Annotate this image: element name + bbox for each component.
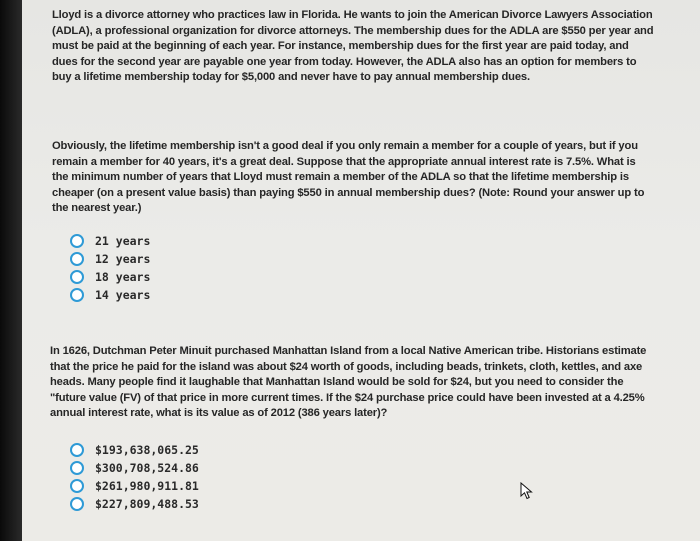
question1-options bbox=[70, 232, 150, 304]
text-line: buy a lifetime membership today for $5,000 and never have to pay annual membership dues. bbox=[52, 71, 530, 84]
radio-button[interactable] bbox=[70, 497, 84, 511]
text-line: that the price he paid for the island was about $24 worth of goods, including beads, trinkets, cloth, kettles, and axe bbox=[50, 360, 643, 373]
question2-paragraph bbox=[50, 344, 646, 422]
radio-button[interactable] bbox=[70, 461, 84, 475]
text-line: Lloyd is a divorce attorney who practices law in Florida. He wants to join the American Divorce Lawyers Association bbox=[52, 9, 653, 21]
option-label: 14 years bbox=[95, 288, 151, 302]
mouse-pointer-icon bbox=[520, 482, 534, 500]
option-label: $261,980,911.81 bbox=[95, 479, 199, 493]
text-line: In 1626, Dutchman Peter Minuit purchased Manhattan Island from a local Native American tribe. Historians estimate bbox=[50, 345, 647, 357]
radio-button[interactable] bbox=[70, 270, 84, 284]
option-label: 18 years bbox=[95, 270, 151, 284]
text-line: the nearest year.) bbox=[52, 202, 142, 215]
answer-option[interactable] bbox=[70, 459, 199, 477]
left-screen-edge bbox=[0, 0, 22, 541]
option-label: 12 years bbox=[95, 252, 151, 266]
question1-paragraph bbox=[52, 8, 653, 86]
radio-button[interactable] bbox=[70, 479, 84, 493]
answer-option[interactable] bbox=[70, 250, 150, 268]
text-line: Obviously, the lifetime membership isn't a good deal if you only remain a member for a couple of years, but if you bbox=[52, 140, 638, 152]
text-line: remain a member for 40 years, it's a great deal. Suppose that the appropriate annual interest rate is 7.5%. What is bbox=[52, 155, 636, 168]
text-line: "future value (FV) of that price in more current times. If the $24 purchase price could have been invested at a 4.25% bbox=[50, 391, 645, 404]
answer-option[interactable] bbox=[70, 232, 150, 250]
option-label: $193,638,065.25 bbox=[95, 443, 199, 457]
text-line: annual interest rate, what is its value as of 2012 (386 years later)? bbox=[50, 407, 388, 420]
radio-button[interactable] bbox=[70, 252, 84, 266]
question-panel bbox=[22, 0, 700, 541]
answer-option[interactable] bbox=[70, 286, 150, 304]
radio-button[interactable] bbox=[70, 288, 84, 302]
answer-option[interactable] bbox=[70, 495, 199, 513]
text-line: cheaper (on a present value basis) than paying $550 in annual membership dues? (Note: Round your answer up to bbox=[52, 186, 645, 199]
option-label: $300,708,524.86 bbox=[95, 461, 199, 475]
text-line: the minimum number of years that Lloyd must remain a member of the ADLA so that the lifetime membership is bbox=[52, 171, 629, 184]
option-label: 21 years bbox=[95, 234, 151, 248]
text-line: dues for the second year are payable one year from today. However, the ADLA also has an option for members to bbox=[52, 55, 637, 68]
radio-button[interactable] bbox=[70, 443, 84, 457]
question2-options bbox=[70, 441, 199, 513]
question1-prompt bbox=[52, 139, 644, 217]
option-label: $227,809,488.53 bbox=[95, 497, 199, 511]
answer-option[interactable] bbox=[70, 477, 199, 495]
answer-option[interactable] bbox=[70, 441, 199, 459]
text-line: heads. Many people find it laughable that Manhattan Island would be sold for $24, but you need to consider the bbox=[50, 376, 624, 389]
text-line: (ADLA), a professional organization for divorce attorneys. The membership dues for the ADLA are $550 per year and bbox=[52, 24, 654, 37]
radio-button[interactable] bbox=[70, 234, 84, 248]
text-line: must be paid at the beginning of each year. For instance, membership dues for the first year are paid today, and bbox=[52, 40, 629, 53]
answer-option[interactable] bbox=[70, 268, 150, 286]
